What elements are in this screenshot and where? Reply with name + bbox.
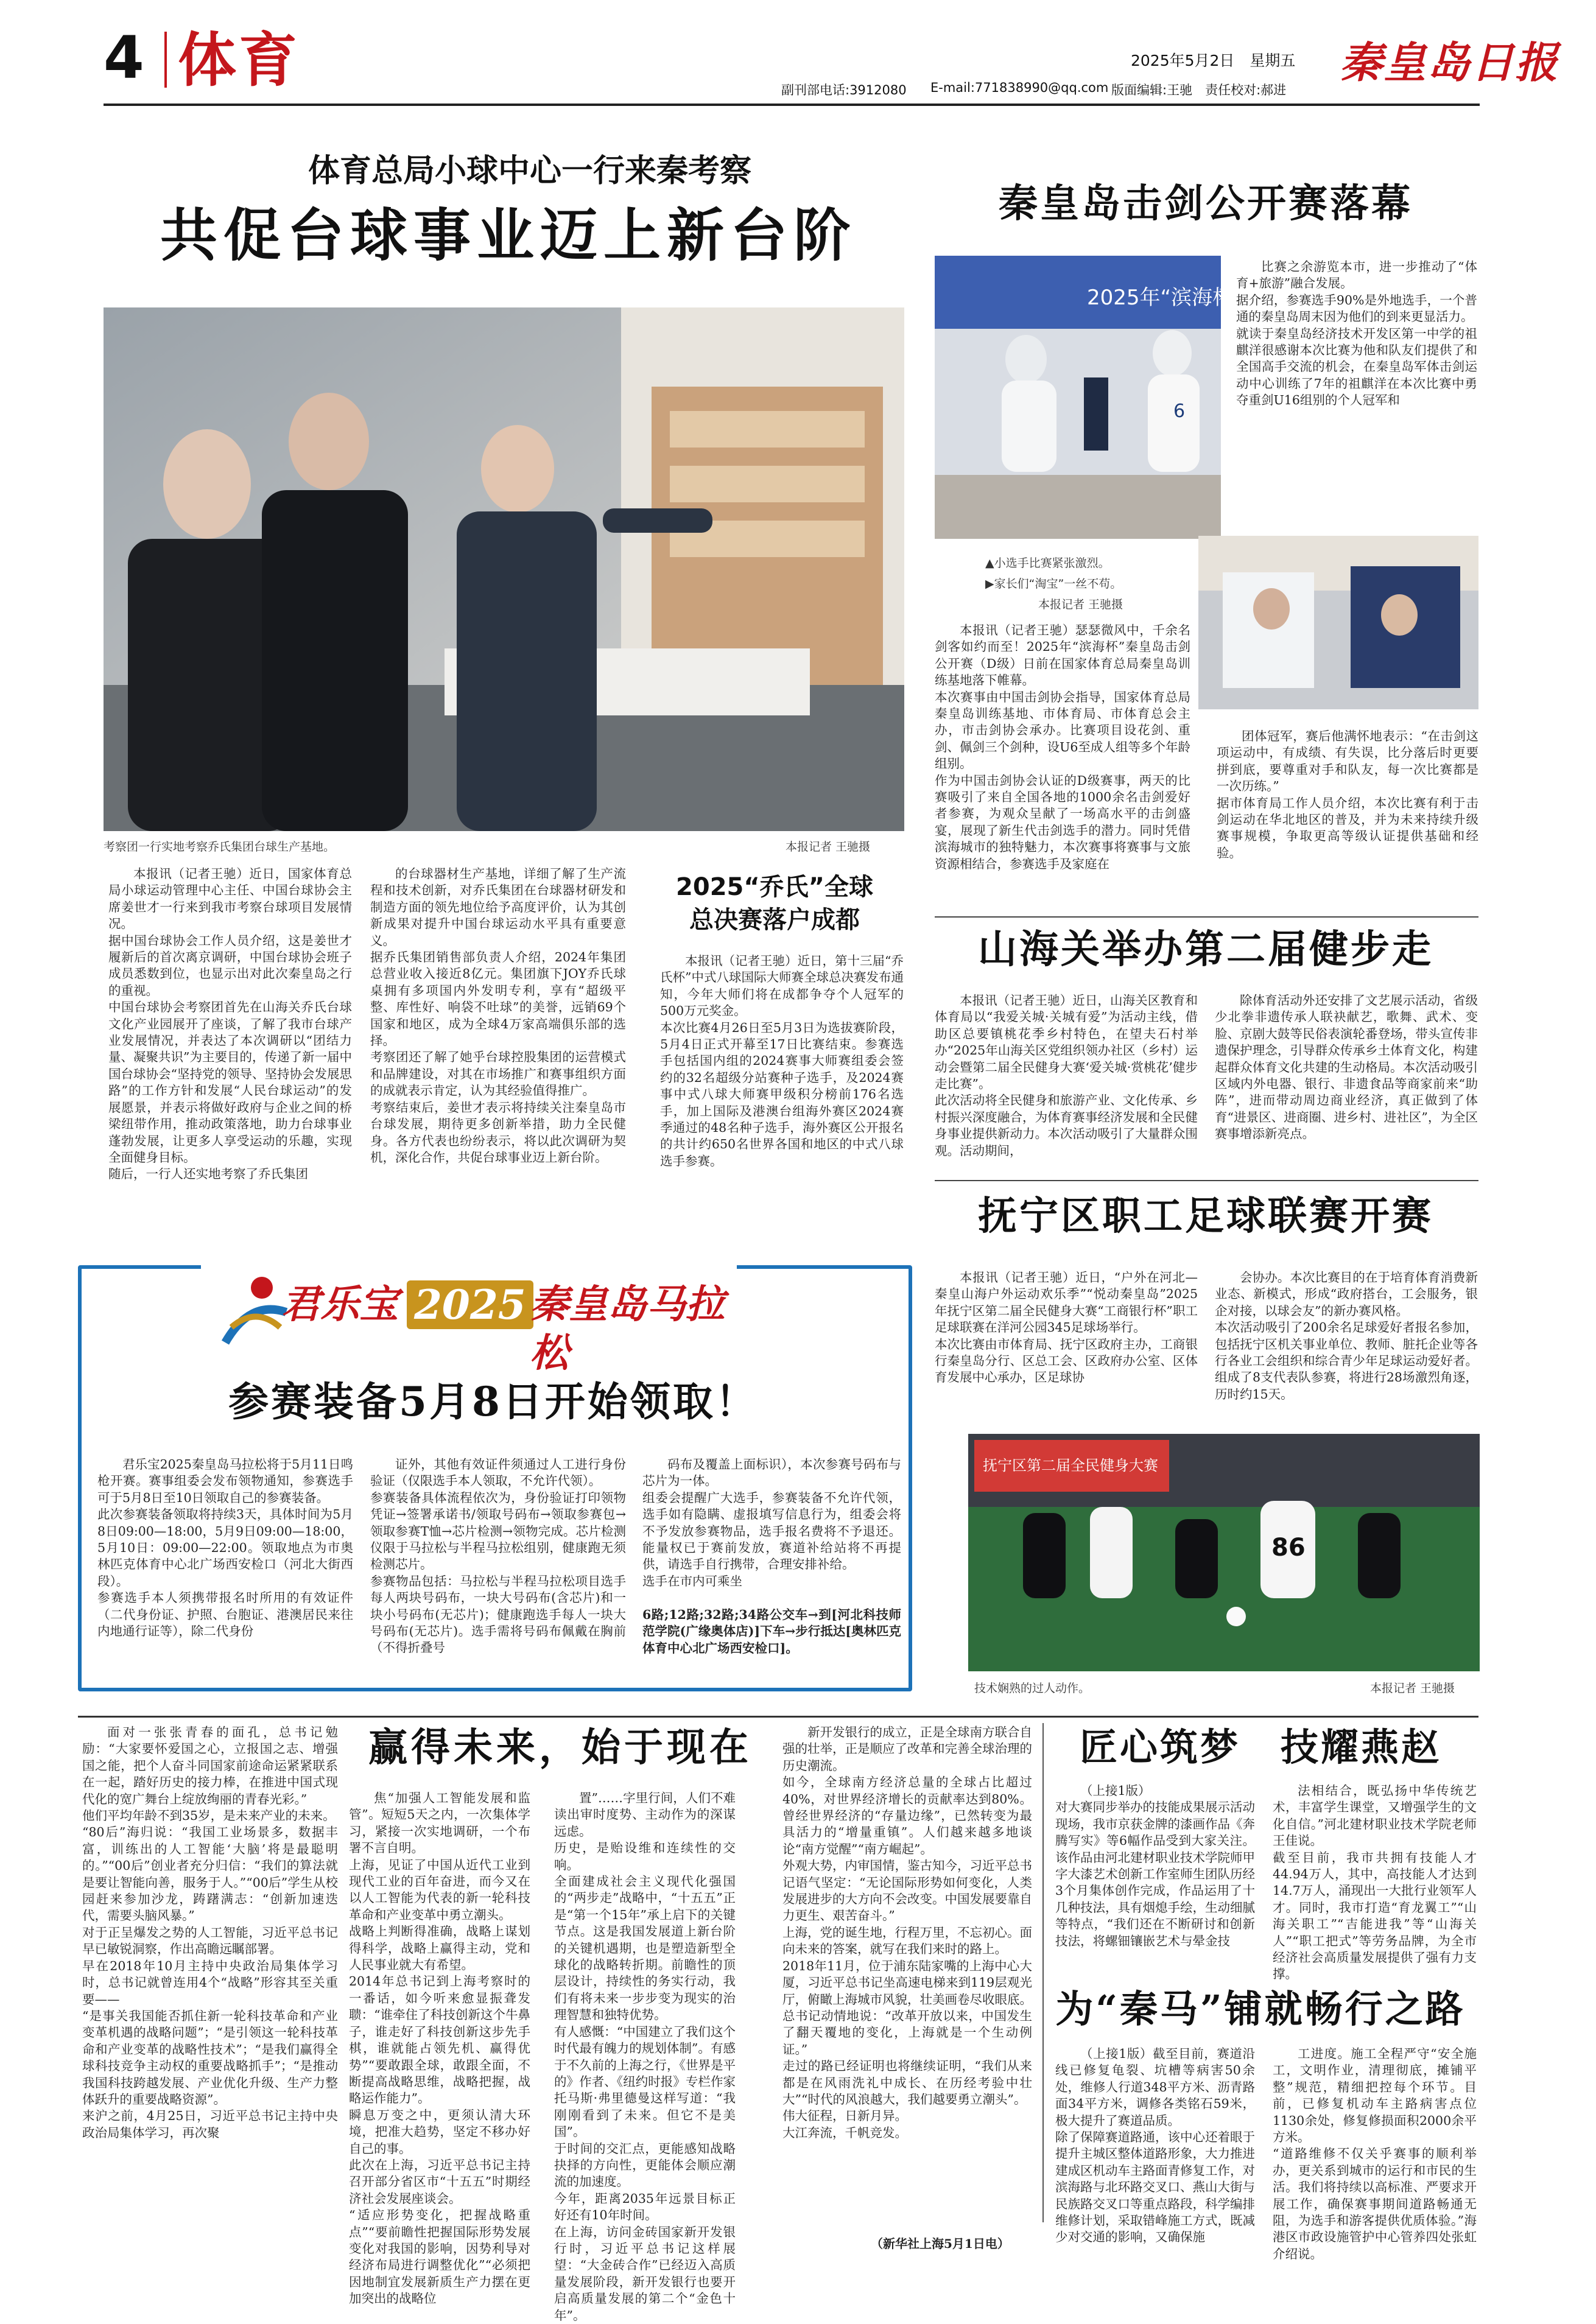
joe-box [641, 865, 909, 1263]
fencing-credit: 本报记者 王驰摄 [1038, 598, 1123, 611]
opinion-col-1: 面对一张张青春的面孔，总书记勉励：“大家要怀爱国之心，立报国之志、增强国之能，把个人奋斗同国家前途命运紧紧联系在一起，踏好历史的接力棒，在推进中国式现代化的宽广舞台上绽放绚丽的青春光彩。” 他们平均年龄不到35岁，是未来产业的未来。 “80后”海归说：“我国工业场景多，数据丰富，训练出的人工智能‘大脑’将是最聪明的。”“00后”创业者充分归信：“我们的算法就是要让智能向善，服务于人。”“00后”学生从校园赶来参加沙龙，踌躇满志：“创新加速迭代，需要头脑风暴。” 对于正呈爆发之势的人工智能，习近平总书记早已敏锐洞察，作出高瞻远瞩部署。 早在2018年10月主持中央政治局集体学习时，总书记就曾连用4个“战略”形容其至关重要—— “是事关我国能否抓住新一轮科技革命和产业变革机遇的战略问题”；“是引领这一轮科技革命和产业变革的战略性技术”；“是我们赢得全球科技竞争主动权的重要战略抓手”；“是推动我国科技跨越发展、产业优化升级、生产力整体跃升的重要战略资源”。 来沪之前，4月25日，习近平总书记主持中央政治局集体学习，再次聚 [82, 1725, 338, 2140]
fencing-scene [935, 256, 1244, 539]
craft-col-1: （上接1版） 对大赛同步举办的技能成果展示活动现场，我市京获金牌的漆画作品《奔腾写实》等6幅作品受到大家关注。该作品由河北建材职业技术学院师甲字大漆艺术创新工作室师生团队历经3个月集体创作完成，作品运用了十几种技法，具有烟熄手绘，生动细腻等特点，“我们还在不断研讨和创新技法，将螺钿镶嵌艺术与晕金技 [1055, 1783, 1255, 1948]
opinion-headline: 赢得未来，始于现在 [368, 1725, 752, 1771]
fencing-col-1: 本报讯（记者王驰）瑟瑟微风中，千余名剑客如约而至！2025年“滨海杯”秦皇岛击剑公开赛（D级）日前在国家体育总局秦皇岛训练基地落下帷幕。 本次赛事由中国击剑协会指导，国家体育总局秦皇岛训练基地、市体育局、市体育总会主办，市击剑协会承办。比赛项目设花剑、重剑、佩剑三个剑种，设U6至成人组等多个年龄组别。 作为中国击剑协会认证的D级赛事，两天的比赛吸引了来自全国各地的1000余名击剑爱好者参赛，为观众呈献了一场高水平的击剑盛宴，展现了新生代击剑选手的潜力。同时凭借滨海城市的独特魅力，本次赛事将赛事与文旅资源相结合，参赛选手及家庭在 [935, 623, 1190, 871]
phone-line: 副刊部电话:3912080 [781, 83, 907, 97]
worker-photo-caption: 技术娴熟的过人动作。 [974, 1682, 1091, 1695]
worker-col-1: 本报讯（记者王驰）近日，“户外在河北—秦皇山海户外运动欢乐季”“悦动秦皇岛”2025年抚宁区第二届全民健身大赛“工商银行杯”职工足球联赛在洋河公园345足球场举行。 本次比赛由市体育局、抚宁区政府主办，工商银行秦皇岛分行、区总工会、区政府办公室、区体育发展中心承办，区足球协 [935, 1270, 1198, 1385]
masthead-divider [164, 32, 167, 88]
logo-brand: 君乐宝 [281, 1282, 398, 1327]
bottom-top-rule [78, 1716, 1478, 1718]
joe-title-1: 2025“乔氏”全球 [676, 873, 873, 901]
opinion-col-3: 置”……字里行间，人们不难读出审时度势、主动作为的深谋远虑。 历史，是贻设维和连续性的交响。 全面建成社会主义现代化强国的“两步走”战略中，“十五五”正是“第一个15年”承上启下的关键节点。这是我国发展道上新台阶的关键机遇期，也是塑造新型全球化的战略转折期。前瞻性的顶层设计，持续性的务实行动，我们有将未来一步步变为现实的治理智慧和独特优势。 有人感慨：“中国建立了我们这个时代最有魄力的规划体制”。有感于不久前的上海之行，《世界是平的》作者、《纽约时报》专栏作家托马斯·弗里德曼这样写道：“我刚刚看到了未来。但它不是美国”。 于时间的交汇点，更能感知战略抉择的方向性，更能体会顺应潮流的加速度。 今年，距离2035年远景目标正好还有10年时间。 在上海，访问金砖国家新开发银行时，习近平总书记这样展望：“大金砖合作”已经迈入高质量发展阶段，新开发银行也要开启高质量发展的第二个“金色十年”。 [554, 1791, 736, 2323]
marathon-col-3b: 6路;12路;32路;34路公交车→到[河北科技师范学院(广缘奥体店)]下车→步行抵达[奥林匹克体育中心北广场西安检口]。 [642, 1607, 901, 1655]
jersey-number: 86 [1271, 1534, 1306, 1562]
page-number: 4 [104, 24, 144, 92]
lead-photo-caption: 考察团一行实地考察乔氏集团台球生产基地。 [104, 840, 336, 854]
joe-title-2: 总决赛落户成都 [689, 906, 860, 934]
gear-shop-scene [1198, 536, 1478, 709]
walk-headline: 山海关举办第二届健步走 [978, 927, 1433, 972]
newspaper-logo: 秦皇岛日报 [1340, 37, 1559, 88]
lead-col-1: 本报讯（记者王驰）近日，国家体育总局小球运动管理中心主任、中国台球协会主席姜世才一行来到我市考察台球项目发展情况。 据中国台球协会工作人员介绍，这是姜世才履新后的首次离京调研，中国台球协会班子成员悉数到位，也显示出对此次秦皇岛之行的重视。 中国台球协会考察团首先在山海关乔氏台球文化产业园展开了座谈，了解了我市台球产业发展情况，并表达了本次调研以“团结力量、凝聚共识”为主要目的，传递了新一届中国台球协会“坚持党的领导、坚持协会发展思路”的工作方针和发展“人民台球运动”的发展愿景，并表示将做好政府与企业之间的桥梁纽带作用，推动政策落地，助力台球事业蓬勃发展，让更多人享受运动的乐趣，实现全面健身目标。 随后，一行人还实地考察了乔氏集团 [108, 866, 352, 1182]
football-scene [968, 1434, 1480, 1671]
bottom-col-divider [1042, 1723, 1044, 2222]
road-col-1: （上接1版）截至目前，赛道沿线已修复龟裂、坑槽等病害50余处，维修人行道348平方米、沥青路面34平方米，调修各类铭石59米，极大提升了赛道品质。 除了保障赛道路通，该中心还着眼于提升主城区整体道路形象，大力推进建成区机动车主路面青修复工作，对滨海路与北环路交叉口、燕山大街与民族路交叉口等重点路段，科学编排维修计划，采取错峰施工方式，既减少对交通的影响，又确保施 [1055, 2046, 1255, 2245]
worker-col-2: 会协办。本次比赛目的在于培育体育消费新业态、新模式，形成“政府搭台，工会服务，银企对接，以球会友”的新办赛风格。 本次活动吸引了200余名足球爱好者报名参加，包括抚宁区机关事业单位、教师、脏托企业等各行各业工会组织和综合青少年足球运动爱好者。组成了8支代表队参赛，将进行28场激烈角逐，历时约15天。 [1215, 1270, 1478, 1402]
lead-headline: 共促台球事业迈上新台阶 [160, 203, 857, 269]
worker-photo [968, 1434, 1480, 1671]
lead-col-2: 的台球器材生产基地，详细了解了生产流程和技术创新，对乔氏集团在台球器材研发和制造方面的领先地位给予高度评价，认为其创新成果对提升中国台球运动水平具有重要意义。 据乔氏集团销售部负责人介绍，2024年集团总营业收入接近8亿元。集团旗下JOY乔氏球桌拥有多项国内外发明专利，享有“超级平整、库性好、响袋不吐球”的美誉，远销69个国家和地区，成为全球4万家高端俱乐部的选择。 考察团还了解了她乎台球控股集团的运营模式和品牌建设，对其在市场推广和赛事组织方面的成就表示肯定，认为其经验值得推广。 考察结束后，姜世才表示将持续关注秦皇岛市台球发展，期待更多创新举措，助力全民健身。各方代表也纷纷表示，将以此次调研为契机，深化合作，共促台球事业迈上新台阶。 [370, 866, 626, 1165]
editors-line: 版面编辑:王驰 责任校对:郝进 [1111, 83, 1287, 97]
marathon-col-2: 证外，其他有效证件须通过人工进行身份验证（仅限选手本人领取，不允许代领）。 参赛装备具体流程依次为，身份验证打印领物凭证→签署承诺书/领取号码布→领取参赛包→领取参赛T恤→芯片检测→领物完成。芯片检测仪限于马拉松与半程马拉松组别，健康跑无须检测芯片。 参赛物品包括：马拉松与半程马拉松项目选手每人两块号码布，一块大号码布(含芯片)和一块小号码布(无芯片)；健康跑选手每人一块大号码布(无芯片)。选手需将号码布佩戴在胸前（不得折叠号 [370, 1457, 626, 1655]
walk-col-1: 本报讯（记者王驰）近日，山海关区教育和体育局以“我爱关城·关城有爱”为活动主线，借助区总要镇桃花季乡村特色，在望夫石村举办“2025年山海关区党组织领办社区（乡村）运动会暨第二届全民健身大赛‘爱关城·赏桃花’健步走比赛”。 此次活动将全民健身和旅游产业、文化传承、乡村振兴深度融合，为体育赛事经济发展和全民健身事业提供新动力。本次活动吸引了大量群众围观。活动期间， [935, 993, 1198, 1158]
logo-year: 2025 [407, 1280, 533, 1329]
opinion-col-4: 新开发银行的成立，正是全球南方联合自强的壮举，正是顺应了改革和完善全球治理的历史潮流。 如今，全球南方经济总量的全球占比超过40%，对世界经济增长的贡献率达到80%。曾经世界经济的“存量边缘”，已然转变为最具活力的“增量重镇”。人们越来越多地谈论“南方觉醒”“南方崛起”。 外观大势，内审国情，鉴古知今，习近平总书记语气坚定：“无论国际形势如何变化，人类发展进步的大方向不会改变。中国发展要靠自力更生、艰苦奋斗。” 上海，党的诞生地，行程万里，不忘初心。面向未来的答案，就写在我们来时的路上。 2018年11月，位于浦东陆家嘴的上海中心大厦，习近平总书记坐高速电梯来到119层观光厅，俯瞰上海城市风貌，壮美画卷尽收眼底。总书记动情地说：“改革开放以来，中国发生了翻天覆地的变化，上海就是一个生动例证。” 走过的路已经证明也将继续证明，“我们从来都是在风雨洗礼中成长、在历经考验中壮大”“时代的风浪越大，我们越要勇立潮头”。 伟大征程，日新月异。 大江奔流，千帆竞发。 [782, 1725, 1032, 2140]
marathon-logo [213, 1269, 761, 1376]
fencing-headline: 秦皇岛击剑公开赛落幕 [999, 181, 1413, 226]
joe-body: 本报讯（记者王驰）近日，第十三届“乔氏杯”中式八球国际大师赛全球总决赛发布通知，今年大师们将在成都争夺个人冠军的500万元奖金。 本次比赛4月26日至5月3日为选拔赛阶段，5月4日正式开幕至17日比赛结束。参赛选手包括国内组的2024赛事大师赛组委会签约的32名超级分站赛种子选手，及2024赛事中式八球大师赛甲级积分榜前176名选手，加上国际及港澳台组海外赛区2024赛季通过的48名种子选手，海外赛区公开报名的共计约650名世界各国和地区的中式八球选手参赛。 [660, 953, 904, 1168]
fencer-number: 6 [1173, 401, 1186, 422]
road-col-2: 工进度。施工全程严守“安全施工，文明作业，清理彻底，摊铺平整”规范，精细把控每个环节。目前，已修复机动车主路病害点位1130余处，修复修损面积2000余平方米。 “道路维修不仅关乎赛事的顺利举办，更关系到城市的运行和市民的生活。我们将持续以高标准、严要求开展工作，确保赛事期间道路畅通无阻，为选手和游客提供优质体验。”海港区市政设施管护中心管养四处张虹介绍说。 [1273, 2046, 1477, 2261]
craft-col-2: 法相结合，既弘扬中华传统艺术，丰富学生课堂，又增强学生的文化自信。”河北建材职业技术学院老师王佳说。 截至目前，我市共拥有技能人才44.94万人，其中，高技能人才达到14.7万人，涌现出一大批行业领军人才。同时，我市打造“育龙翼工”“山海关职工”“吉能进我”等“山海关人”“职工把式”等劳务品牌，为全市经济社会高质量发展提供了强有力支撑。 [1273, 1783, 1477, 1982]
fencing-banner-text: 2025年“滨海杯” [1087, 286, 1244, 310]
logo-event: 秦皇岛马拉松 [530, 1282, 725, 1376]
fencing-caption-2: ▶家长们“淘宝”一丝不苟。 [985, 577, 1122, 591]
lead-kicker: 体育总局小球中心一行来秦考察 [308, 152, 751, 189]
opinion-credit: （新华社上海5月1日电） [871, 2236, 1010, 2251]
fencing-photo-1 [935, 256, 1244, 539]
road-headline: 为“秦马”铺就畅行之路 [1055, 1987, 1466, 2031]
marathon-col-1: 君乐宝2025秦皇岛马拉松将于5月11日鸣枪开赛。赛事组委会发布领物通知，参赛选手可于5月8日至10日领取自己的参赛装备。 此次参赛装备领取将持续3天，具体时间为5月8日09:00—18:00，5月9日09:00—18:00，5月10日：09:00—22:00。领取地点为市奥林匹克体育中心北广场西安检口（河北大街西段）。 参赛选手本人须携带报名时所用的有效证件（二代身份证、护照、台胞证、港澳居民来往内地通行证等），除二代身份 [97, 1457, 353, 1639]
fencing-caption-1: ▲小选手比赛紧张激烈。 [985, 556, 1110, 570]
lead-photo [104, 307, 904, 831]
issue-date: 2025年5月2日 星期五 [1131, 52, 1296, 69]
email-line: E-mail:771838990@qq.com [930, 80, 1109, 95]
factory-scene [104, 307, 904, 831]
marathon-col-3a: 码布及覆盖上面标识），本次参赛号码布与芯片为一体。 组委会提醒广大选手，参赛装备不允许代领，选手如有隐瞒、虚报填写信息行为，组委会将不予发放参赛物品，选手报名费将不予退还。能量权已于赛前发放，赛道补给站将不再提供，请选手自行携带，合理安排补给。 选手在市内可乘坐 [642, 1457, 901, 1589]
craft-headline: 匠心筑梦 技耀燕赵 [1079, 1725, 1441, 1769]
opinion-col-2: 焦“加强人工智能发展和监管”。短短5天之内，一次集体学习，紧接一次实地调研，一个布署不言自明。 上海，见证了中国从近代工业到现代工业的百年奋进，而今又在以人工智能为代表的新一轮科技革命和产业变革中勇立潮头。 战略上判断得准确，战略上谋划得科学，战略上赢得主动，党和人民事业就大有希望。 2014年总书记到上海考察时的一番话，如今听来愈显振聋发聩：“谁牵住了科技创新这个牛鼻子，谁走好了科技创新这步先手棋，谁就能占领先机、赢得优势”“要敢跟全球，敢跟全面，不断提高战略思维，战略把握，战略运作能力”。 瞬息万变之中，更须认清大环境，把准大趋势，坚定不移办好自己的事。 此次在上海，习近平总书记主持召开部分省区市“十五五”时期经济社会发展座谈会。 “适应形势变化，把握战略重点”“要前瞻性把握国际形势发展变化对我国的影响，因势利导对经济布局进行调整优化”“必须把因地制宜发展新质生产力摆在更加突出的战略位 [349, 1791, 530, 2306]
fencing-col-2: 团体冠军，赛后他满怀地表示：“在击剑这项运动中，有成绩、有失误，比分落后时更要拼到底，要尊重对手和队友，每一次比赛都是一次历练。” 据市体育局工作人员介绍，本次比赛有利于击剑运动在华北地区的普及，并为未来持续升级赛事规模，争取更高等级认证提供基础和经验。 [1217, 729, 1478, 860]
worker-top-rule [935, 1180, 1478, 1181]
fencing-photo-2 [1198, 536, 1478, 709]
worker-headline: 抚宁区职工足球联赛开赛 [978, 1193, 1433, 1239]
section-title: 体育 [178, 26, 300, 94]
fencing-right-top: 比赛之余游览本市，进一步推动了“体育+旅游”融合发展。 据介绍，参赛选手90%是外地选手，一个普通的秦皇岛周末因为他们的到来更显活力。 就读于秦皇岛经济技术开发区第一中学的祖麒洋很感谢本次比赛为他和队友们提供了和全国高手交流的机会，在秦皇岛军体击剑运动中心训练了7年的祖麒洋在本次比赛中勇夺重剑U16组别的个人冠军和 [1236, 259, 1477, 408]
marathon-headline: 参赛装备5月8日开始领取！ [228, 1378, 758, 1425]
lead-photo-credit: 本报记者 王驰摄 [786, 840, 871, 854]
walk-top-rule [935, 916, 1478, 918]
worker-photo-credit: 本报记者 王驰摄 [1370, 1682, 1455, 1695]
masthead-rule [104, 104, 1480, 106]
photo-banner-text: 抚宁区第二届全民健身大赛 [983, 1457, 1158, 1474]
walk-col-2: 除体育活动外还安排了文艺展示活动，省级少北拳非遗传承人联袂献艺，歌舞、武术、变脸、京剧大鼓等民俗表演轮番登场，带头宣传非遗保护理念，引导群众传承乡土体育文化，构建起群众体育文化共建的生动格局。本次活动吸引区域内外电器、银行、非遗食品等商家前来“助阵”，进而带动周边商业经济，真正做到了体育“进景区、进商圈、进乡村、进社区”，为全区赛事增添新亮点。 [1215, 993, 1478, 1142]
